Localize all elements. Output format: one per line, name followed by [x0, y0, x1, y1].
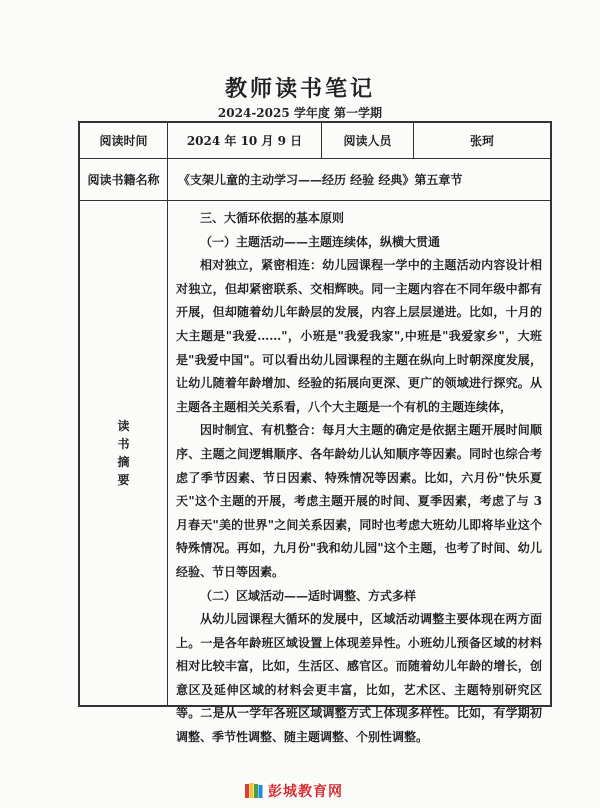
summary-paragraph: 相对独立，紧密相连：幼儿园课程一学中的主题活动内容设计相对独立，但却紧密联系、交相辉映。同一主题内容在不同年级中都有开展，但却随着幼儿年龄层的发展，内容上层层递进。比如，十月的大主题是"我爱……"，小班是"我爱我家",中班是"我爱家乡"，大班是"我爱中国"。可以看出幼儿园课程的主题在纵向上时朝深度发展，让幼儿随着年龄增加、经验的拓展向更深、更广的领域进行探究。从主题各主题相关关系看，八个大主题是一个有机的主题连续体，: [176, 258, 542, 414]
reader-value: 张珂: [469, 134, 494, 148]
summary-label: [80, 201, 168, 705]
book-value: 《支架儿童的主动学习——经历 经验 经典》第五章节: [178, 173, 463, 187]
summary-heading: 三、大循环依据的基本原则: [200, 211, 345, 225]
summary-label-char: 要: [117, 473, 130, 487]
summary-label-char: 摘: [117, 455, 130, 469]
summary-subheading: （二）区域活动——适时调整、方式多样: [200, 588, 417, 603]
summary-paragraph: 因时制宜、有机整合：每月大主题的确定是依据主题开展时间顺序、主题之间逻辑顺序、各年龄幼儿认知顺序等因素。同时也综合考虑了季节因素、节日因素、特殊情况等因素。比如，六月份"快乐夏天"这个主题的开展，考虑主题开展的时间、夏季因素，考虑了与 3 月春天"美的世界"之间关系因素，同时也考虑大班幼儿即将毕业这个特殊情况。再如，九月份"我和幼儿园"这个主题，也考了时间、幼儿经验、节日等因素。: [176, 423, 542, 579]
book-logo-icon: [244, 782, 264, 800]
page-title: 教师读书笔记: [224, 76, 375, 102]
logo-text: 彭城教育网: [268, 784, 343, 800]
summary-label-char: 书: [117, 437, 130, 451]
read-time-label: 阅读时间: [80, 123, 168, 158]
table-row-read-time: [80, 123, 550, 159]
summary-subheading: （一）主题活动——主题连续体，纵横大贯通: [200, 234, 441, 249]
book-label: 阅读书籍名称: [80, 159, 168, 200]
reading-notes-table: [78, 121, 552, 745]
summary-label-char: 读: [117, 419, 130, 433]
site-logo: [244, 780, 343, 802]
reader-label: 阅读人员: [322, 123, 414, 158]
table-row-summary: [80, 201, 550, 745]
table-row-book: [80, 159, 550, 201]
summary-content: [168, 201, 550, 745]
page-subtitle: 2024-2025 学年度 第一学期: [217, 106, 383, 120]
summary-paragraph: 从幼儿园课程大循环的发展中，区域活动调整主要体现在两方面上。一是各年龄班区域设置上体现差异性。小班幼儿预备区域的材料相对比较丰富，比如，生活区、感官区。而随着幼儿年龄的增长，创意区及延伸区域的材料会更丰富，比如，艺术区、主题特别研究区等。二是从一学年各班区域调整方式上体现多样性。比如，有学期初调整、季节性调整、随主题调整、个别性调整。: [176, 612, 542, 745]
read-time-value: 2024 年 10 月 9 日: [168, 123, 322, 158]
